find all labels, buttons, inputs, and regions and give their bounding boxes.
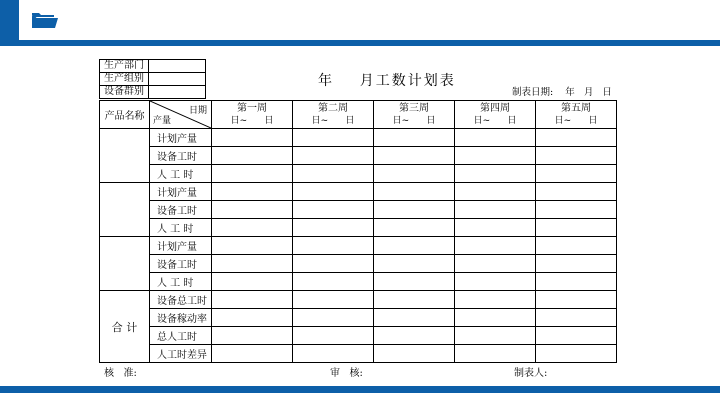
info-table [99, 59, 206, 99]
data-cell[interactable] [536, 291, 617, 309]
row-label: 总人工时 [150, 327, 212, 345]
row-label: 设备总工时 [150, 291, 212, 309]
data-cell[interactable] [536, 255, 617, 273]
bottom-divider [0, 386, 720, 393]
product-name-header: 产品名称 [100, 101, 150, 129]
data-cell[interactable] [212, 219, 293, 237]
data-cell[interactable] [455, 219, 536, 237]
product-cell[interactable] [100, 129, 150, 183]
week-range: 日~ 日 [311, 115, 355, 126]
data-cell[interactable] [455, 309, 536, 327]
data-cell[interactable] [293, 309, 374, 327]
row-label: 设备工时 [150, 255, 212, 273]
data-cell[interactable] [536, 183, 617, 201]
data-cell[interactable] [536, 201, 617, 219]
data-cell[interactable] [293, 255, 374, 273]
table-row [100, 255, 617, 273]
top-divider [0, 40, 720, 46]
data-cell[interactable] [455, 165, 536, 183]
week-range: 日~ 日 [392, 115, 436, 126]
data-cell[interactable] [455, 291, 536, 309]
info-value-cell[interactable] [149, 60, 206, 73]
row-label: 人 工 时 [150, 219, 212, 237]
bottom-margin [0, 393, 720, 405]
plan-table [99, 100, 617, 363]
week-header [536, 101, 617, 129]
table-row [100, 291, 617, 309]
data-cell[interactable] [293, 147, 374, 165]
data-cell[interactable] [293, 165, 374, 183]
row-label: 计划产量 [150, 237, 212, 255]
product-cell[interactable] [100, 237, 150, 291]
data-cell[interactable] [536, 147, 617, 165]
data-cell[interactable] [536, 165, 617, 183]
total-label: 合 计 [100, 291, 150, 363]
table-row [100, 237, 617, 255]
data-cell[interactable] [455, 147, 536, 165]
data-cell[interactable] [455, 237, 536, 255]
row-label: 设备稼动率 [150, 309, 212, 327]
date-label: 日期 [188, 106, 207, 116]
week-name: 第三周 [399, 102, 429, 114]
product-cell[interactable] [100, 183, 150, 237]
data-cell[interactable] [293, 273, 374, 291]
table-row [100, 327, 617, 345]
table-row [100, 129, 617, 147]
data-cell[interactable] [455, 183, 536, 201]
review-label: 审 核: [330, 368, 363, 379]
data-cell[interactable] [293, 201, 374, 219]
data-cell[interactable] [212, 345, 293, 363]
maker-label: 制表人: [514, 368, 548, 379]
date-qty-header [150, 101, 212, 129]
row-label: 计划产量 [150, 183, 212, 201]
data-cell[interactable] [374, 201, 455, 219]
data-cell[interactable] [455, 273, 536, 291]
data-cell[interactable] [374, 219, 455, 237]
data-cell[interactable] [536, 273, 617, 291]
row-label: 人 工 时 [150, 273, 212, 291]
week-name: 第五周 [561, 102, 591, 114]
row-label: 设备工时 [150, 147, 212, 165]
data-cell[interactable] [293, 183, 374, 201]
row-label: 计划产量 [150, 129, 212, 147]
week-header [374, 101, 455, 129]
data-cell[interactable] [293, 237, 374, 255]
data-cell[interactable] [374, 237, 455, 255]
brand-strip [0, 0, 19, 40]
data-cell[interactable] [374, 147, 455, 165]
table-row [100, 147, 617, 165]
data-cell[interactable] [293, 129, 374, 147]
data-cell[interactable] [536, 129, 617, 147]
data-cell[interactable] [374, 183, 455, 201]
table-row [100, 219, 617, 237]
data-cell[interactable] [374, 345, 455, 363]
data-cell[interactable] [212, 273, 293, 291]
week-header [212, 101, 293, 129]
data-cell[interactable] [212, 183, 293, 201]
folder-icon [30, 10, 60, 30]
data-cell[interactable] [374, 309, 455, 327]
data-cell[interactable] [455, 345, 536, 363]
info-label: 设备群别 [100, 86, 149, 99]
data-cell[interactable] [212, 237, 293, 255]
data-cell[interactable] [293, 219, 374, 237]
week-header [293, 101, 374, 129]
week-range: 日~ 日 [230, 115, 274, 126]
row-label: 设备工时 [150, 201, 212, 219]
data-cell[interactable] [374, 273, 455, 291]
data-cell[interactable] [293, 345, 374, 363]
data-cell[interactable] [455, 129, 536, 147]
header-bar [0, 0, 720, 40]
table-row [100, 345, 617, 363]
week-header [455, 101, 536, 129]
data-cell[interactable] [212, 165, 293, 183]
data-cell[interactable] [536, 237, 617, 255]
data-cell[interactable] [374, 165, 455, 183]
data-cell[interactable] [536, 345, 617, 363]
data-cell[interactable] [455, 255, 536, 273]
info-value-cell[interactable] [149, 86, 206, 99]
info-value-cell[interactable] [149, 73, 206, 86]
info-label: 生产组别 [100, 73, 149, 86]
data-cell[interactable] [212, 129, 293, 147]
data-cell[interactable] [212, 201, 293, 219]
data-cell[interactable] [293, 327, 374, 345]
data-cell[interactable] [293, 291, 374, 309]
data-cell[interactable] [536, 219, 617, 237]
data-cell[interactable] [536, 327, 617, 345]
data-cell[interactable] [374, 255, 455, 273]
table-row [100, 165, 617, 183]
data-cell[interactable] [374, 129, 455, 147]
week-range: 日~ 日 [473, 115, 517, 126]
data-cell[interactable] [374, 291, 455, 309]
table-row [100, 309, 617, 327]
made-date: 制表日期: 年 月 日 [512, 87, 612, 98]
approve-label: 核 准: [104, 368, 137, 379]
page-title: 年 月工数计划表 [318, 73, 456, 89]
data-cell[interactable] [455, 201, 536, 219]
row-label: 人 工 时 [150, 165, 212, 183]
info-label: 生产部门 [100, 60, 149, 73]
week-name: 第一周 [237, 102, 267, 114]
data-cell[interactable] [212, 309, 293, 327]
data-cell[interactable] [212, 291, 293, 309]
week-name: 第二周 [318, 102, 348, 114]
data-cell[interactable] [455, 327, 536, 345]
data-cell[interactable] [212, 147, 293, 165]
data-cell[interactable] [536, 309, 617, 327]
week-range: 日~ 日 [554, 115, 598, 126]
data-cell[interactable] [212, 327, 293, 345]
row-label: 人工时差异 [150, 345, 212, 363]
week-name: 第四周 [480, 102, 510, 114]
table-row [100, 273, 617, 291]
qty-label: 产量 [153, 116, 172, 126]
table-row [100, 183, 617, 201]
data-cell[interactable] [374, 327, 455, 345]
table-row [100, 201, 617, 219]
data-cell[interactable] [212, 255, 293, 273]
